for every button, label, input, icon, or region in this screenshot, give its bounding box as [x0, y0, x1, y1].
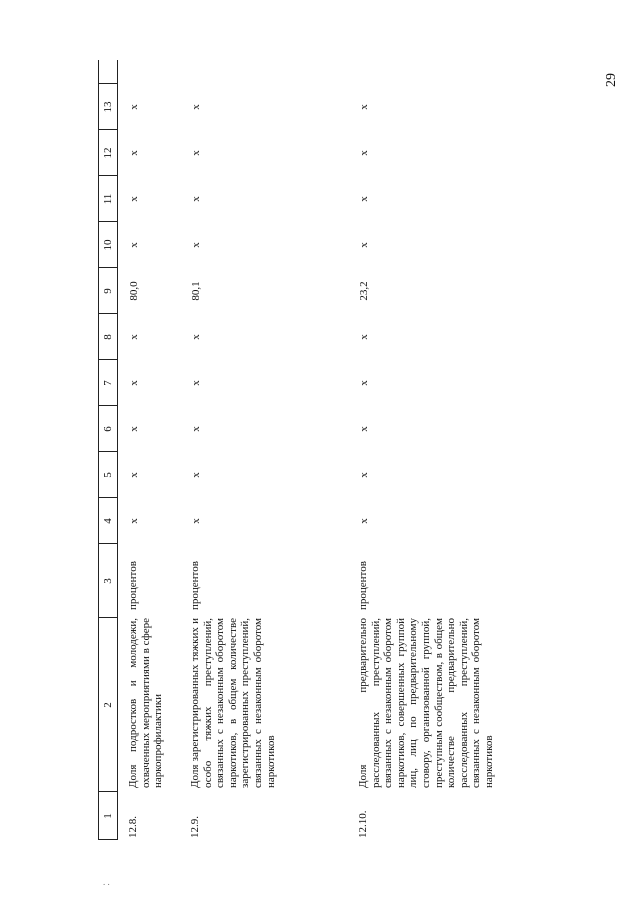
cell-col-8: x: [128, 334, 140, 340]
page-number: 29: [604, 73, 619, 87]
cell-col-7: x: [190, 380, 202, 386]
cell-col-4: x: [190, 518, 202, 524]
column-header: 7: [102, 380, 114, 386]
row-unit: процентов: [127, 561, 139, 610]
cell-col-12: x: [358, 150, 370, 156]
row-number: 12.10.: [357, 810, 369, 838]
cell-col-4: x: [128, 518, 140, 524]
column-header: 4: [102, 518, 114, 524]
cell-col-13: x: [190, 104, 202, 110]
cell-col-9: 80,0: [128, 281, 140, 301]
rotated-table: [75, 60, 605, 840]
column-header: 1: [102, 813, 114, 819]
column-header: 5: [102, 472, 114, 478]
cell-col-9: 80,1: [190, 281, 202, 301]
cell-col-13: x: [128, 104, 140, 110]
cell-col-7: x: [358, 380, 370, 386]
cell-col-12: x: [190, 150, 202, 156]
cell-col-8: x: [358, 334, 370, 340]
column-header: 13: [102, 101, 114, 113]
column-header: 3: [102, 578, 114, 584]
header-bottom-border: [117, 60, 118, 840]
cell-col-12: x: [128, 150, 140, 156]
column-header: 11: [102, 193, 114, 205]
column-header: 8: [102, 334, 114, 340]
cell-col-11: x: [190, 196, 202, 202]
table-top-border: [98, 60, 99, 840]
cell-col-10: x: [190, 242, 202, 248]
cell-col-6: x: [358, 426, 370, 432]
cell-col-5: x: [128, 472, 140, 478]
column-header: 9: [102, 288, 114, 294]
cell-col-5: x: [358, 472, 370, 478]
row-number: 12.8.: [127, 816, 139, 838]
cell-col-7: x: [128, 380, 140, 386]
cell-col-9: 23,2: [358, 281, 370, 301]
row-number: 12.9.: [189, 816, 201, 838]
cell-col-8: x: [190, 334, 202, 340]
cell-col-6: x: [190, 426, 202, 432]
cell-col-13: x: [358, 104, 370, 110]
cell-col-6: x: [128, 426, 140, 432]
row-unit: процентов: [189, 561, 201, 610]
cell-col-11: x: [358, 196, 370, 202]
cell-col-5: x: [190, 472, 202, 478]
column-header: 10: [102, 239, 114, 251]
footer-dots: . .: [103, 877, 110, 887]
row-description: Доля предварительно расследованных преступлений, связанных с незаконным оборотом наркотиков, совершенных группой лиц, лиц по предварительному сговору, организованной группой, преступным сообществом, в общем количестве предварительно расследованных преступлений, связанных с незаконным оборотом наркотиков: [357, 618, 495, 788]
cell-col-10: x: [358, 242, 370, 248]
cell-col-4: x: [358, 518, 370, 524]
cell-col-11: x: [128, 196, 140, 202]
column-header: 2: [102, 702, 114, 708]
row-description: Доля подростков и молодежи, охваченных мероприятиями в сфере наркопрофилактики: [127, 618, 165, 788]
cell-col-10: x: [128, 242, 140, 248]
column-header: 6: [102, 426, 114, 432]
column-header: 12: [102, 147, 114, 159]
row-description: Доля зарегистрированных тяжких и особо тяжких преступлений, связанных с незаконным оборотом наркотиков, в общем количестве зарегистрированных преступлений, связанных с незаконным оборотом наркотиков: [189, 618, 277, 788]
row-unit: процентов: [357, 561, 369, 610]
